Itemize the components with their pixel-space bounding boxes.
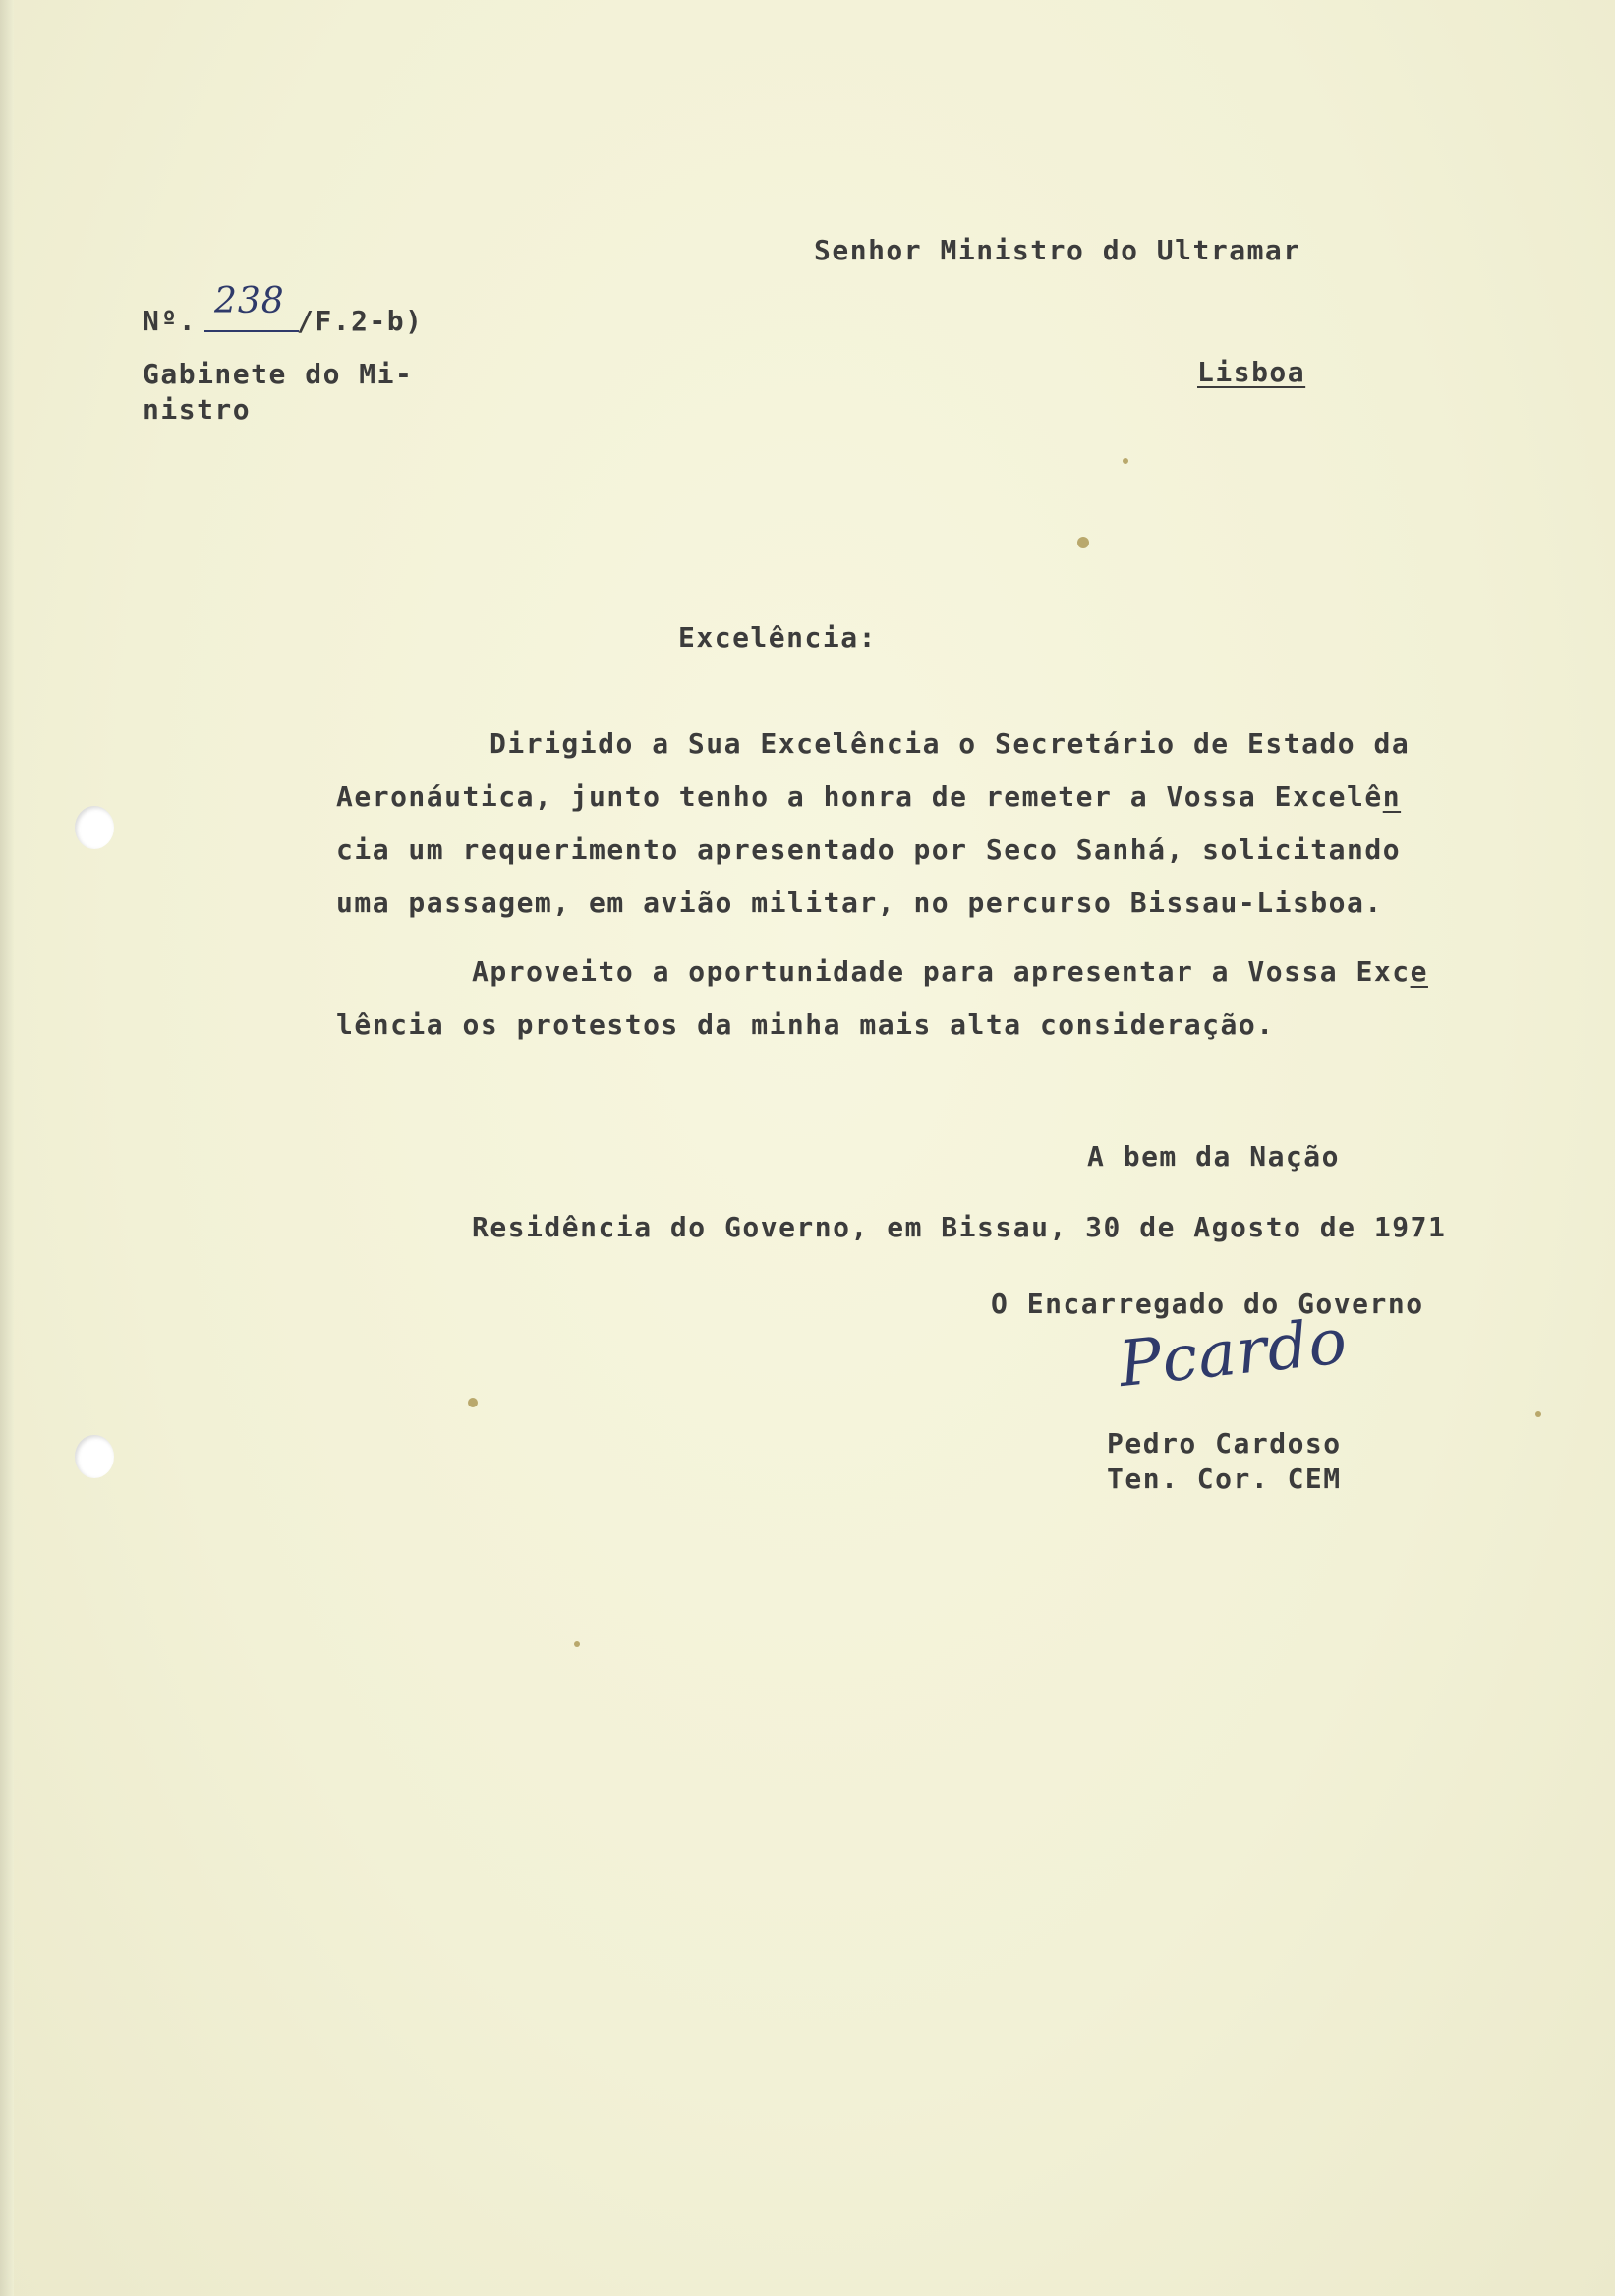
department-line-2: nistro [143,393,252,426]
reference-number-underline [204,330,299,332]
body-line [472,955,1428,988]
handwritten-signature: Pcardo [1115,1305,1352,1402]
body-line: Dirigido a Sua Excelência o Secretário de Estado da [490,727,1411,760]
body-text: Aeronáutica, junto tenho a honra de remeter a Vossa Excelê [336,780,1383,813]
body-line: cia um requerimento apresentado por Seco Sanhá, solicitando [336,833,1402,866]
signatory-rank: Ten. Cor. CEM [1107,1463,1342,1495]
paper-edge [0,0,14,2296]
body-line [336,780,1401,813]
punch-hole-top [75,806,114,849]
closing-motto: A bem da Nação [1087,1140,1341,1173]
body-line: uma passagem, em avião militar, no percurso Bissau-Lisboa. [336,887,1383,919]
closing-place-date: Residência do Governo, em Bissau, 30 de Agosto de 1971 [472,1211,1447,1243]
reference-prefix: Nº. [143,305,198,337]
department-line-1: Gabinete do Mi- [143,358,414,390]
body-text: n [1382,780,1402,813]
body-text: e [1410,955,1428,988]
paper-speck [468,1398,478,1407]
signatory-name: Pedro Cardoso [1107,1427,1342,1460]
closing-role: O Encarregado do Governo [991,1288,1424,1320]
recipient-city: Lisboa [1197,356,1306,388]
reference-number: 238 [214,281,285,321]
recipient-title: Senhor Ministro do Ultramar [814,234,1301,266]
salutation: Excelência: [678,621,877,654]
paper-speck [1123,458,1128,464]
paper-speck [1535,1411,1541,1417]
punch-hole-bottom [75,1435,114,1478]
reference-suffix: /F.2-b) [297,305,424,337]
body-text: Aproveito a oportunidade para apresentar a Vossa Exc [472,955,1411,988]
body-line: lência os protestos da minha mais alta consideração. [336,1008,1275,1041]
paper-speck [1077,537,1089,548]
paper-speck [574,1641,580,1647]
